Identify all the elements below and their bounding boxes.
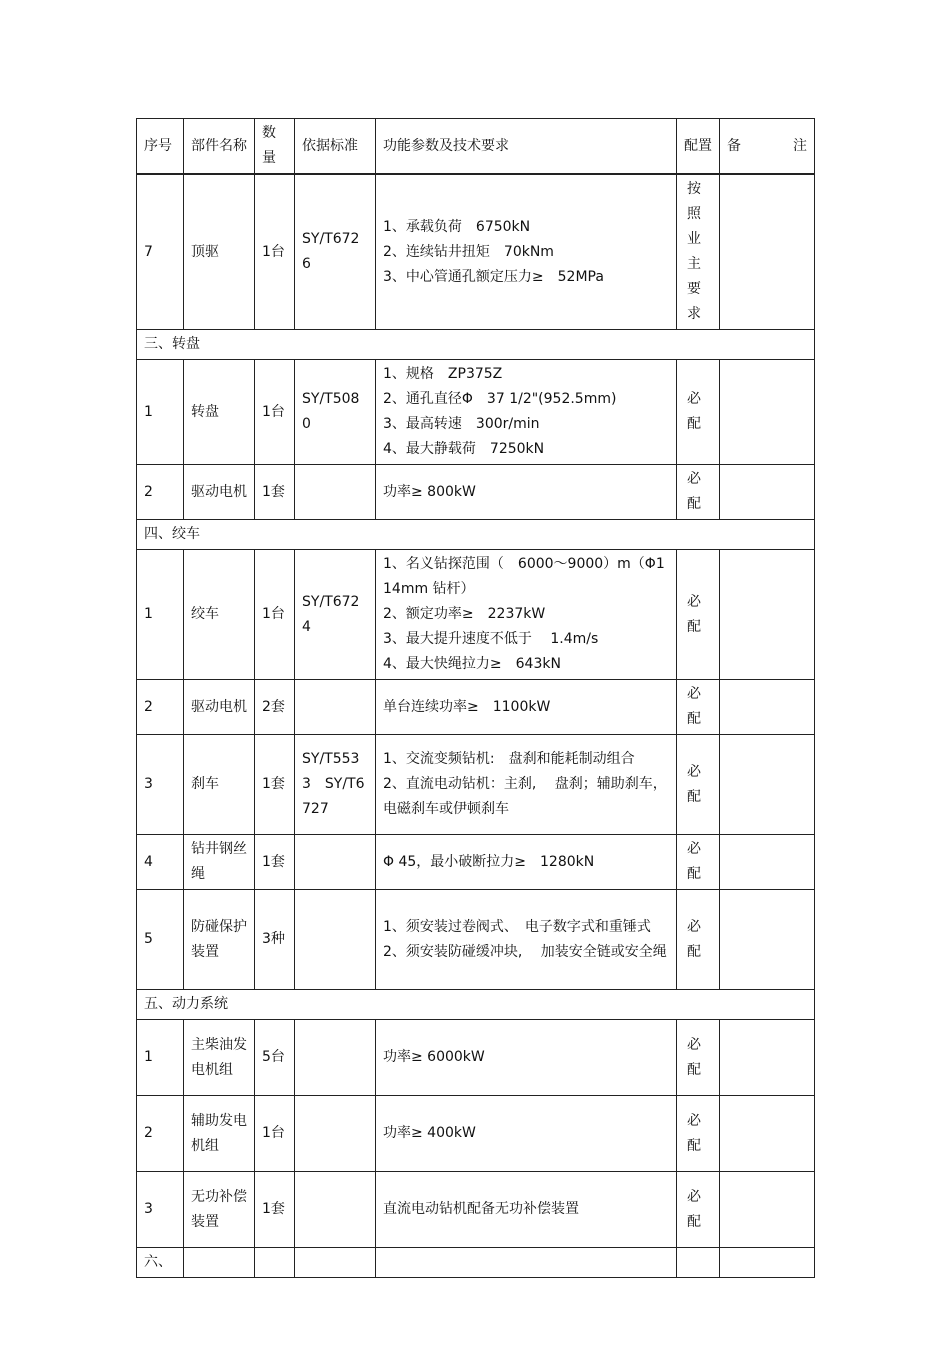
row-standard: SY/T6726 (295, 174, 376, 330)
header-standard: 依据标准 (295, 119, 376, 175)
row-no: 2 (137, 1096, 184, 1172)
table-row (137, 174, 815, 330)
section-row (137, 330, 815, 360)
table-row (137, 890, 815, 990)
row-name: 顶驱 (184, 174, 255, 330)
row-config: 必配 (677, 465, 720, 520)
row-qty (255, 1248, 295, 1278)
row-remark (720, 1172, 815, 1248)
row-no: 2 (137, 680, 184, 735)
section-title: 四、绞车 (137, 520, 815, 550)
row-config: 必配 (677, 360, 720, 465)
row-config (677, 1248, 720, 1278)
row-qty: 1台 (255, 1096, 295, 1172)
row-spec: 单台连续功率≥ 1100kW (376, 680, 677, 735)
row-name: 驱动电机 (184, 465, 255, 520)
equipment-spec-table (136, 118, 815, 1278)
row-config: 必配 (677, 550, 720, 680)
row-name: 转盘 (184, 360, 255, 465)
row-name: 刹车 (184, 735, 255, 835)
row-qty: 1台 (255, 550, 295, 680)
row-name (184, 1248, 255, 1278)
table-row (137, 1096, 815, 1172)
header-config: 配置 (677, 119, 720, 175)
row-spec: 功率≥ 800kW (376, 465, 677, 520)
section-row (137, 520, 815, 550)
row-remark (720, 1248, 815, 1278)
row-standard (295, 1020, 376, 1096)
table-row (137, 1248, 815, 1278)
header-no: 序号 (137, 119, 184, 175)
row-standard: SY/T5080 (295, 360, 376, 465)
row-remark (720, 835, 815, 890)
row-no: 六、 (137, 1248, 184, 1278)
row-qty: 2套 (255, 680, 295, 735)
row-spec: Φ 45，最小破断拉力≥ 1280kN (376, 835, 677, 890)
row-config: 必配 (677, 890, 720, 990)
row-standard (295, 465, 376, 520)
row-standard (295, 680, 376, 735)
row-no: 7 (137, 174, 184, 330)
row-qty: 1台 (255, 174, 295, 330)
row-no: 1 (137, 550, 184, 680)
row-spec: 1、规格 ZP375Z 2、通孔直径Φ 37 1/2"(952.5mm) 3、最高转速 300r/min 4、最大静载荷 7250kN (376, 360, 677, 465)
row-config: 必配 (677, 680, 720, 735)
row-name: 无功补偿装置 (184, 1172, 255, 1248)
row-standard: SY/T5533 SY/T6727 (295, 735, 376, 835)
table-row (137, 1172, 815, 1248)
row-spec: 1、须安装过卷阀式、 电子数字式和重锤式 2、须安装防碰缓冲块, 加装安全链或安全绳 (376, 890, 677, 990)
row-no: 4 (137, 835, 184, 890)
table-row (137, 1020, 815, 1096)
row-remark (720, 174, 815, 330)
row-spec: 1、交流变频钻机: 盘刹和能耗制动组合 2、直流电动钻机：主刹, 盘刹；辅助刹车，电磁刹车或伊顿刹车 (376, 735, 677, 835)
row-no: 2 (137, 465, 184, 520)
row-name: 驱动电机 (184, 680, 255, 735)
row-standard: SY/T6724 (295, 550, 376, 680)
row-standard (295, 1248, 376, 1278)
section-title: 三、转盘 (137, 330, 815, 360)
row-name: 钻井钢丝绳 (184, 835, 255, 890)
row-qty: 1套 (255, 1172, 295, 1248)
row-no: 3 (137, 735, 184, 835)
table-row (137, 550, 815, 680)
row-name: 主柴油发电机组 (184, 1020, 255, 1096)
row-standard (295, 890, 376, 990)
table-row (137, 360, 815, 465)
section-row (137, 990, 815, 1020)
header-remark: 备 注 (720, 119, 815, 175)
row-remark (720, 890, 815, 990)
table-row (137, 465, 815, 520)
row-spec (376, 1248, 677, 1278)
row-config: 必配 (677, 735, 720, 835)
row-qty: 3种 (255, 890, 295, 990)
header-qty: 数量 (255, 119, 295, 175)
row-config: 必配 (677, 1096, 720, 1172)
row-no: 1 (137, 1020, 184, 1096)
header-spec: 功能参数及技术要求 (376, 119, 677, 175)
row-no: 1 (137, 360, 184, 465)
row-remark (720, 1096, 815, 1172)
section-title: 五、动力系统 (137, 990, 815, 1020)
row-qty: 1套 (255, 735, 295, 835)
row-remark (720, 465, 815, 520)
row-qty: 1套 (255, 835, 295, 890)
row-name: 防碰保护装置 (184, 890, 255, 990)
row-remark (720, 680, 815, 735)
table-row (137, 835, 815, 890)
row-no: 3 (137, 1172, 184, 1248)
row-standard (295, 835, 376, 890)
row-remark (720, 1020, 815, 1096)
table-header-row (137, 119, 815, 175)
row-qty: 1套 (255, 465, 295, 520)
row-remark (720, 550, 815, 680)
row-name: 辅助发电机组 (184, 1096, 255, 1172)
row-remark (720, 735, 815, 835)
row-name: 绞车 (184, 550, 255, 680)
row-spec: 功率≥ 400kW (376, 1096, 677, 1172)
row-qty: 1台 (255, 360, 295, 465)
row-config: 必配 (677, 1172, 720, 1248)
row-config: 必配 (677, 835, 720, 890)
table-row (137, 680, 815, 735)
row-spec: 功率≥ 6000kW (376, 1020, 677, 1096)
row-spec: 1、名义钻探范围（ 6000～9000）m（Φ114mm 钻杆） 2、额定功率≥ 2237kW 3、最大提升速度不低于 1.4m/s 4、最大快绳拉力≥ 643kN (376, 550, 677, 680)
row-config: 按照业主要求 (677, 174, 720, 330)
header-name: 部件名称 (184, 119, 255, 175)
row-spec: 直流电动钻机配备无功补偿装置 (376, 1172, 677, 1248)
row-qty: 5台 (255, 1020, 295, 1096)
table-row (137, 735, 815, 835)
row-remark (720, 360, 815, 465)
row-standard (295, 1172, 376, 1248)
row-config: 必配 (677, 1020, 720, 1096)
row-standard (295, 1096, 376, 1172)
row-spec: 1、承载负荷 6750kN 2、连续钻井扭矩 70kNm 3、中心管通孔额定压力≥ 52MPa (376, 174, 677, 330)
row-no: 5 (137, 890, 184, 990)
